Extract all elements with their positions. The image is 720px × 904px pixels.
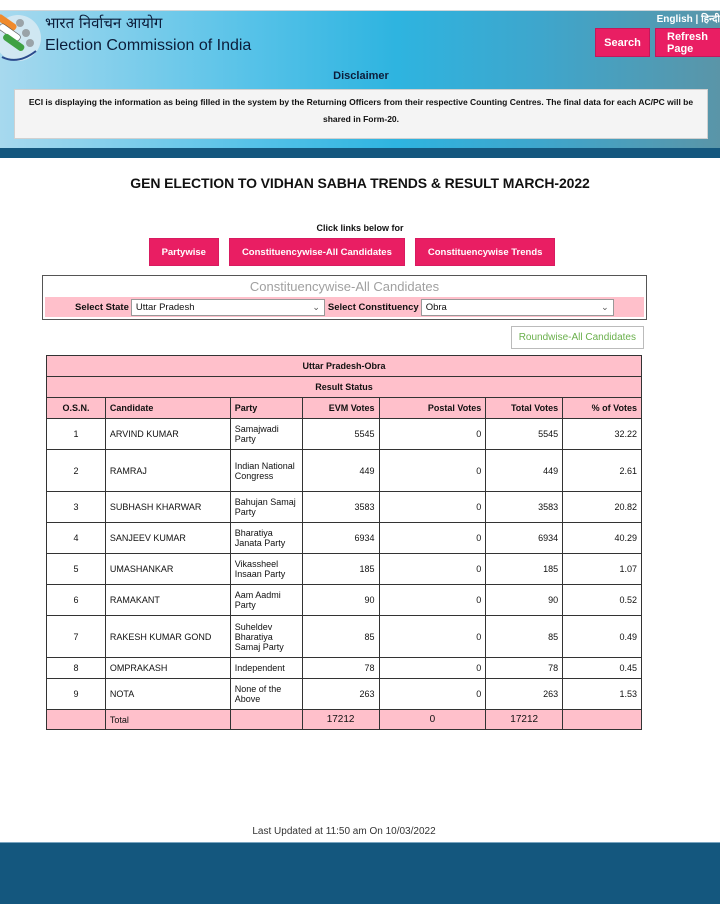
cell-party: Bahujan Samaj Party xyxy=(230,492,302,523)
table-row xyxy=(47,523,642,554)
cell-postal-votes: 0 xyxy=(379,492,486,523)
cell-postal-votes: 0 xyxy=(379,523,486,554)
cell-candidate: SANJEEV KUMAR xyxy=(105,523,230,554)
filter-title: Constituencywise-All Candidates xyxy=(249,279,440,294)
cell-candidate: RAKESH KUMAR GOND xyxy=(105,616,230,658)
cell-total-votes: 90 xyxy=(486,585,563,616)
disclaimer-text: ECI is displaying the information as being filled in the system by the Returning Officers from their respective Counting Centres. The final data for each AC/PC will be shared in Form-20. xyxy=(14,89,708,139)
cell-pct-votes: 0.49 xyxy=(563,616,642,658)
disclaimer-title: Disclaimer xyxy=(333,70,389,82)
cell-candidate: NOTA xyxy=(105,679,230,710)
table-row xyxy=(47,492,642,523)
cell-postal-votes: 0 xyxy=(379,658,486,679)
constituency-select[interactable] xyxy=(421,299,614,316)
cell-total-votes: 449 xyxy=(486,450,563,492)
cell-total-votes: 85 xyxy=(486,616,563,658)
col-pct-votes: % of Votes xyxy=(563,398,642,419)
cell-evm-votes: 3583 xyxy=(302,492,379,523)
cell-osn: 2 xyxy=(47,450,106,492)
table-heading-row xyxy=(47,356,642,377)
cell-candidate: SUBHASH KHARWAR xyxy=(105,492,230,523)
results-table xyxy=(46,355,642,730)
cell-party: Bharatiya Janata Party xyxy=(230,523,302,554)
cell-pct-votes: 40.29 xyxy=(563,523,642,554)
cell-evm-votes: 78 xyxy=(302,658,379,679)
state-select[interactable] xyxy=(131,299,325,316)
cell-osn: 9 xyxy=(47,679,106,710)
cell-candidate: UMASHANKAR xyxy=(105,554,230,585)
link-buttons xyxy=(0,238,720,266)
total-blank xyxy=(230,710,302,730)
cell-postal-votes: 0 xyxy=(379,585,486,616)
total-row xyxy=(47,710,642,730)
cell-postal-votes: 0 xyxy=(379,419,486,450)
cell-evm-votes: 449 xyxy=(302,450,379,492)
cell-total-votes: 263 xyxy=(486,679,563,710)
cell-pct-votes: 0.52 xyxy=(563,585,642,616)
cell-pct-votes: 1.07 xyxy=(563,554,642,585)
col-evm-votes: EVM Votes xyxy=(302,398,379,419)
col-osn: O.S.N. xyxy=(47,398,106,419)
filter-row xyxy=(45,297,644,317)
col-postal-votes: Postal Votes xyxy=(379,398,486,419)
state-label: Select State xyxy=(75,301,129,313)
cell-party: None of the Above xyxy=(230,679,302,710)
cell-total-votes: 6934 xyxy=(486,523,563,554)
constituencywise-all-candidates-button[interactable]: Constituencywise-All Candidates xyxy=(229,238,405,266)
cell-osn: 1 xyxy=(47,419,106,450)
table-row xyxy=(47,658,642,679)
cell-pct-votes: 2.61 xyxy=(563,450,642,492)
table-row xyxy=(47,554,642,585)
chevron-down-icon: ⌄ xyxy=(601,301,609,312)
search-button[interactable]: Search xyxy=(595,28,650,57)
col-candidate: Candidate xyxy=(105,398,230,419)
total-blank xyxy=(47,710,106,730)
last-updated: Last Updated at 11:50 am On 10/03/2022 xyxy=(252,826,436,837)
cell-evm-votes: 85 xyxy=(302,616,379,658)
cell-pct-votes: 0.45 xyxy=(563,658,642,679)
cell-evm-votes: 185 xyxy=(302,554,379,585)
table-row xyxy=(47,450,642,492)
cell-osn: 6 xyxy=(47,585,106,616)
cell-candidate: RAMRAJ xyxy=(105,450,230,492)
cell-evm-votes: 90 xyxy=(302,585,379,616)
cell-osn: 8 xyxy=(47,658,106,679)
chevron-down-icon: ⌄ xyxy=(312,301,320,312)
total-blank xyxy=(563,710,642,730)
table-row xyxy=(47,616,642,658)
cell-evm-votes: 5545 xyxy=(302,419,379,450)
cell-osn: 4 xyxy=(47,523,106,554)
partywise-button[interactable]: Partywise xyxy=(149,238,219,266)
cell-osn: 5 xyxy=(47,554,106,585)
page-title: GEN ELECTION TO VIDHAN SABHA TRENDS & RESULT MARCH-2022 xyxy=(130,175,590,191)
table-row xyxy=(47,679,642,710)
total-label: Total xyxy=(105,710,230,730)
cell-pct-votes: 1.53 xyxy=(563,679,642,710)
cell-candidate: RAMAKANT xyxy=(105,585,230,616)
roundwise-all-candidates-button[interactable]: Roundwise-All Candidates xyxy=(511,326,644,349)
top-strip xyxy=(0,0,720,11)
cell-party: Vikassheel Insaan Party xyxy=(230,554,302,585)
constituency-label: Select Constituency xyxy=(327,301,419,313)
cell-party: Suheldev Bharatiya Samaj Party xyxy=(230,616,302,658)
filter-panel xyxy=(42,275,647,320)
brand-english: Election Commission of India xyxy=(45,37,252,54)
brand-hindi: भारत निर्वाचन आयोग xyxy=(45,14,163,32)
eci-logo-icon xyxy=(0,13,42,63)
cell-total-votes: 5545 xyxy=(486,419,563,450)
constituency-value: Obra xyxy=(425,301,447,313)
table-row xyxy=(47,419,642,450)
table-header-row xyxy=(47,398,642,419)
table-status-row xyxy=(47,377,642,398)
nav-bar xyxy=(0,148,720,158)
col-party: Party xyxy=(230,398,302,419)
cell-party: Indian National Congress xyxy=(230,450,302,492)
site-footer xyxy=(0,842,720,904)
constituency-heading: Uttar Pradesh-Obra xyxy=(47,356,642,377)
cell-postal-votes: 0 xyxy=(379,616,486,658)
cell-postal-votes: 0 xyxy=(379,450,486,492)
cell-postal-votes: 0 xyxy=(379,554,486,585)
cell-osn: 7 xyxy=(47,616,106,658)
cell-postal-votes: 0 xyxy=(379,679,486,710)
click-links-label: Click links below for xyxy=(316,223,404,233)
cell-osn: 3 xyxy=(47,492,106,523)
language-links[interactable]: English | हिन्दी xyxy=(656,14,720,25)
cell-party: Samajwadi Party xyxy=(230,419,302,450)
cell-total-votes: 185 xyxy=(486,554,563,585)
table-row xyxy=(47,585,642,616)
total-postal: 0 xyxy=(379,710,486,730)
brand xyxy=(45,13,251,57)
table-body xyxy=(47,419,642,710)
cell-pct-votes: 32.22 xyxy=(563,419,642,450)
site-header xyxy=(0,11,720,148)
result-status: Result Status xyxy=(47,377,642,398)
total-evm: 17212 xyxy=(302,710,379,730)
cell-pct-votes: 20.82 xyxy=(563,492,642,523)
cell-evm-votes: 263 xyxy=(302,679,379,710)
cell-candidate: OMPRAKASH xyxy=(105,658,230,679)
cell-candidate: ARVIND KUMAR xyxy=(105,419,230,450)
state-value: Uttar Pradesh xyxy=(135,301,195,313)
cell-total-votes: 78 xyxy=(486,658,563,679)
cell-evm-votes: 6934 xyxy=(302,523,379,554)
constituencywise-trends-button[interactable]: Constituencywise Trends xyxy=(415,238,556,266)
cell-total-votes: 3583 xyxy=(486,492,563,523)
col-total-votes: Total Votes xyxy=(486,398,563,419)
cell-party: Aam Aadmi Party xyxy=(230,585,302,616)
roundwise-wrap xyxy=(0,326,644,349)
cell-party: Independent xyxy=(230,658,302,679)
total-total: 17212 xyxy=(486,710,563,730)
refresh-page-button[interactable]: Refresh Page xyxy=(655,28,720,57)
